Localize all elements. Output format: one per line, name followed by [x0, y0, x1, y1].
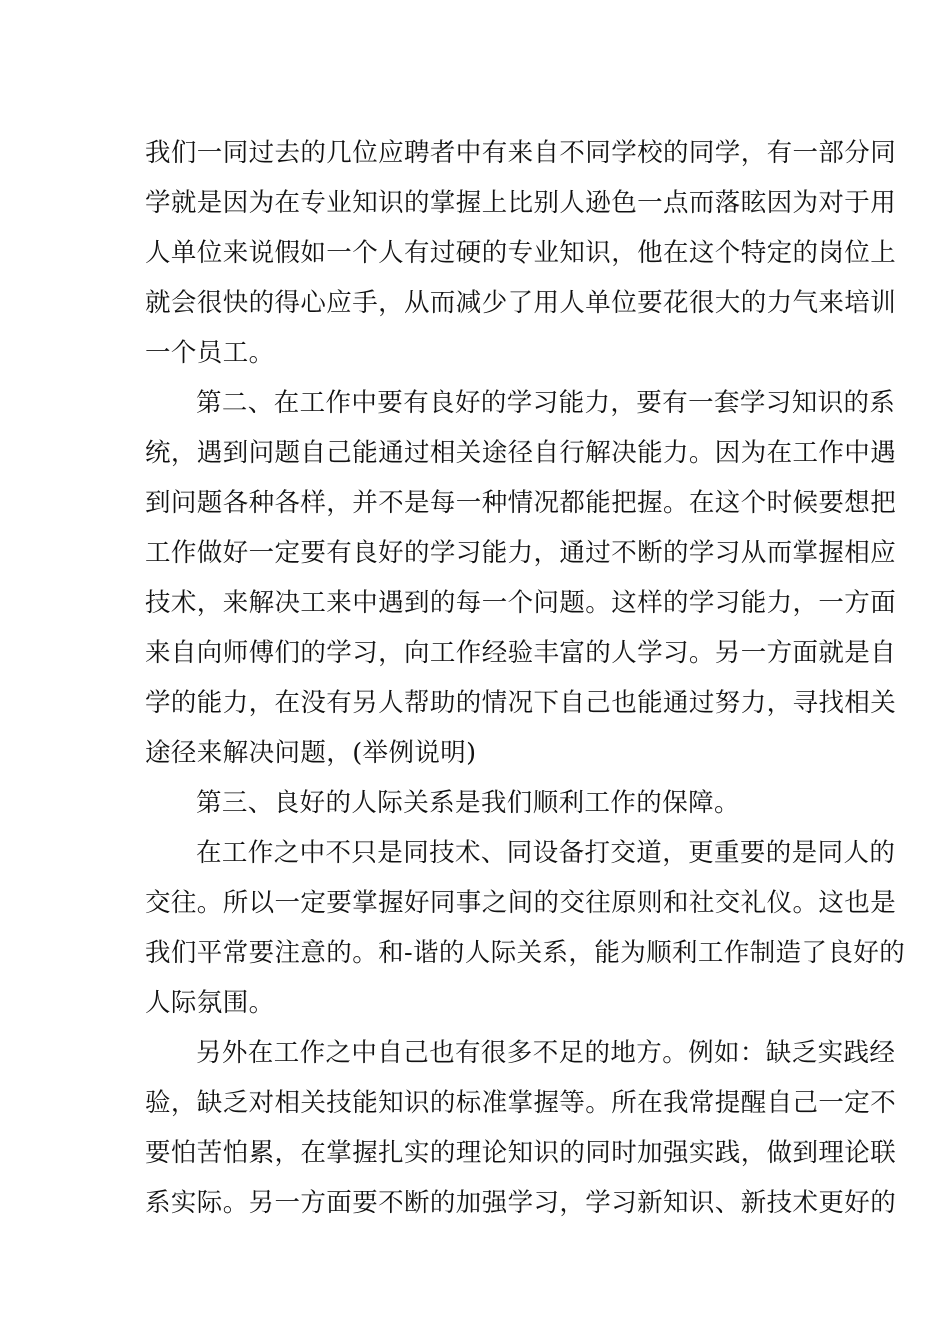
- text-line: 人单位来说假如一个人有过硬的专业知识，他在这个特定的岗位上: [145, 238, 897, 268]
- text-line: 系实际。另一方面要不断的加强学习，学习新知识、新技术更好的: [145, 1188, 897, 1218]
- text-line: 另外在工作之中自己也有很多不足的地方。例如：缺乏实践经: [196, 1038, 896, 1068]
- body-text: [145, 128, 906, 1228]
- text-line: 技术，来解决工来中遇到的每一个问题。这样的学习能力，一方面: [145, 588, 897, 618]
- paragraph-2: [145, 378, 897, 778]
- text-line: 一个员工。: [145, 338, 275, 368]
- text-line: 我们一同过去的几位应聘者中有来自不同学校的同学，有一部分同: [145, 138, 897, 168]
- text-line: 工作做好一定要有良好的学习能力，通过不断的学习从而掌握相应: [145, 538, 897, 568]
- text-line: 要怕苦怕累，在掌握扎实的理论知识的同时加强实践，做到理论联: [145, 1138, 897, 1168]
- text-line: 途径来解决问题，(举例说明): [145, 738, 477, 768]
- paragraph-4: [145, 828, 906, 1028]
- text-line: 来自向师傅们的学习，向工作经验丰富的人学习。另一方面就是自: [145, 638, 897, 668]
- text-line: 学的能力，在没有另人帮助的情况下自己也能通过努力，寻找相关: [145, 688, 897, 718]
- text-line: 验，缺乏对相关技能知识的标准掌握等。所在我常提醒自己一定不: [145, 1088, 897, 1118]
- paragraph-1: [145, 128, 897, 378]
- text-line: 在工作之中不只是同技术、同设备打交道，更重要的是同人的: [196, 838, 896, 868]
- text-line: 第二、在工作中要有良好的学习能力，要有一套学习知识的系: [196, 388, 896, 418]
- text-line: 人际氛围。: [145, 988, 275, 1018]
- text-line: 我们平常要注意的。和-谐的人际关系，能为顺利工作制造了良好的: [145, 938, 906, 968]
- text-line: 交往。所以一定要掌握好同事之间的交往原则和社交礼仪。这也是: [145, 888, 897, 918]
- text-line: 统，遇到问题自己能通过相关途径自行解决能力。因为在工作中遇: [145, 438, 897, 468]
- paragraph-5: [145, 1028, 897, 1228]
- paragraph-3: [145, 778, 811, 828]
- text-line: 就会很快的得心应手，从而减少了用人单位要花很大的力气来培训: [145, 288, 897, 318]
- text-line: 学就是因为在专业知识的掌握上比别人逊色一点而落眩因为对于用: [145, 188, 897, 218]
- text-line: 第三、良好的人际关系是我们顺利工作的保障。: [196, 788, 740, 818]
- text-line: 到问题各种各样，并不是每一种情况都能把握。在这个时候要想把: [145, 488, 897, 518]
